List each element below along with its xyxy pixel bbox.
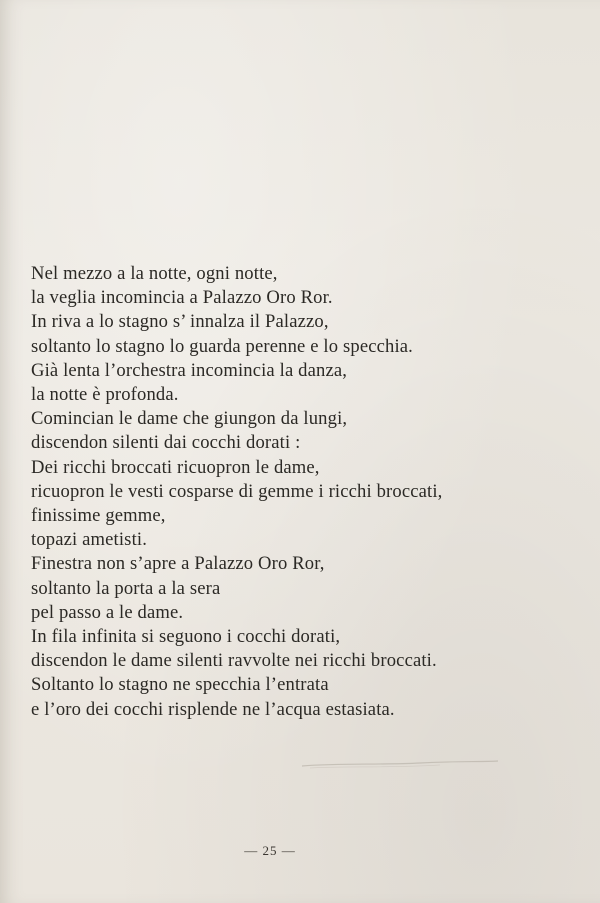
- poem-line-19: e l’oro dei cocchi risplende ne l’acqua estasiata.: [31, 698, 395, 720]
- poem-line-13: Finestra non s’apre a Palazzo Oro Ror,: [31, 553, 325, 575]
- poem-line-6: la notte è profonda.: [31, 384, 179, 406]
- poem-line-1: Nel mezzo a la notte, ogni notte,: [31, 263, 278, 284]
- page-number: — 25 —: [244, 843, 296, 858]
- poem-line-14: soltanto la porta a la sera: [31, 577, 221, 599]
- poem-line-16: In fila infinita si seguono i cocchi dorati,: [31, 626, 341, 648]
- ink-smudge: [300, 757, 500, 771]
- poem-line-10: ricuopron le vesti cosparse di gemme i ricchi broccati,: [31, 480, 443, 502]
- poem-line-5: Già lenta l’orchestra incomincia la danza,: [31, 359, 348, 381]
- poem-line-12: topazi ametisti.: [31, 529, 147, 551]
- poem-line-11: finissime gemme,: [31, 505, 166, 527]
- poem-line-15: pel passo a le dame.: [31, 601, 184, 623]
- poem-line-3: In riva a lo stagno s’ innalza il Palazzo,: [31, 311, 329, 333]
- poem-line-18: Soltanto lo stagno ne specchia l’entrata: [31, 674, 329, 696]
- poem-line-17: discendon le dame silenti ravvolte nei ricchi broccati.: [31, 650, 437, 672]
- poem-line-8: discendon silenti dai cocchi dorati :: [31, 432, 301, 454]
- poem-line-4: soltanto lo stagno lo guarda perenne e lo specchia.: [31, 335, 413, 357]
- poem-line-7: Comincian le dame che giungon da lungi,: [31, 408, 348, 430]
- poem-text: [31, 262, 442, 722]
- poem-line-2: la veglia incomincia a Palazzo Oro Ror.: [31, 287, 333, 309]
- poem-line-9: Dei ricchi broccati ricuopron le dame,: [31, 456, 320, 478]
